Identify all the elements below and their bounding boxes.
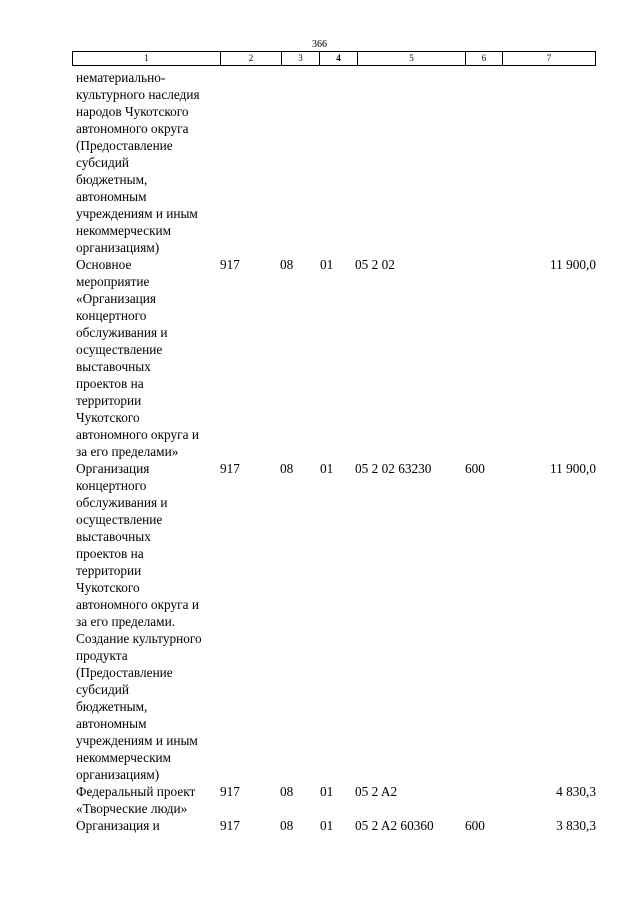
row-expense-type: 600 [465, 461, 485, 476]
row-name: Организация концертного обслуживания и осуществление выставочных проектов на территории Чукотского автономного округа и за его пределами. Создание культурного продукта (Предоставление субсидий бюджетным, автономным учреждениям и иным некоммерческим организациям) [76, 461, 202, 782]
header-col-5: 5 [358, 52, 466, 65]
row-section-code: 08 [280, 818, 294, 833]
row-subsection-code: 01 [320, 461, 334, 476]
row-amount: 11 900,0 [549, 257, 596, 272]
row-subsection-code: 01 [320, 784, 334, 799]
row-ministry-code: 917 [220, 818, 240, 833]
row-name: нематериально- культурного наследия народов Чукотского автономного округа (Предоставление субсидий бюджетным, автономным учреждениям и иным некоммерческим организациям) [76, 70, 200, 255]
table-row [76, 69, 596, 256]
row-amount: 3 830,3 [556, 818, 596, 833]
row-ministry-code: 917 [220, 461, 240, 476]
header-col-3: 3 [282, 52, 320, 65]
row-section-code: 08 [280, 461, 294, 476]
header-col-6: 6 [466, 52, 503, 65]
row-name: Основное мероприятие «Организация концертного обслуживания и осуществление выставочных проектов на территории Чукотского автономного округа и за его пределами» [76, 257, 199, 459]
row-ministry-code: 917 [220, 257, 240, 272]
row-section-code: 08 [280, 784, 294, 799]
header-col-4: 4 [320, 52, 358, 65]
row-amount: 11 900,0 [549, 461, 596, 476]
row-name: Организация и [76, 818, 160, 833]
row-name: Федеральный проект «Творческие люди» [76, 784, 196, 816]
row-target-article: 05 2 A2 60360 [355, 818, 434, 833]
row-subsection-code: 01 [320, 257, 334, 272]
header-col-1: 1 [73, 52, 221, 65]
row-ministry-code: 917 [220, 784, 240, 799]
table-row [76, 817, 596, 834]
row-amount: 4 830,3 [556, 784, 596, 799]
budget-table [76, 69, 596, 834]
header-col-2: 2 [221, 52, 282, 65]
row-target-article: 05 2 02 63230 [355, 461, 432, 476]
table-header [72, 51, 596, 66]
table-row [76, 783, 596, 817]
row-target-article: 05 2 A2 [355, 784, 398, 799]
row-expense-type: 600 [465, 818, 485, 833]
page-number: 366 [312, 39, 327, 50]
header-col-7: 7 [546, 53, 552, 63]
row-section-code: 08 [280, 257, 294, 272]
row-target-article: 05 2 02 [355, 257, 395, 272]
row-subsection-code: 01 [320, 818, 334, 833]
table-row [76, 460, 596, 783]
table-row [76, 256, 596, 460]
